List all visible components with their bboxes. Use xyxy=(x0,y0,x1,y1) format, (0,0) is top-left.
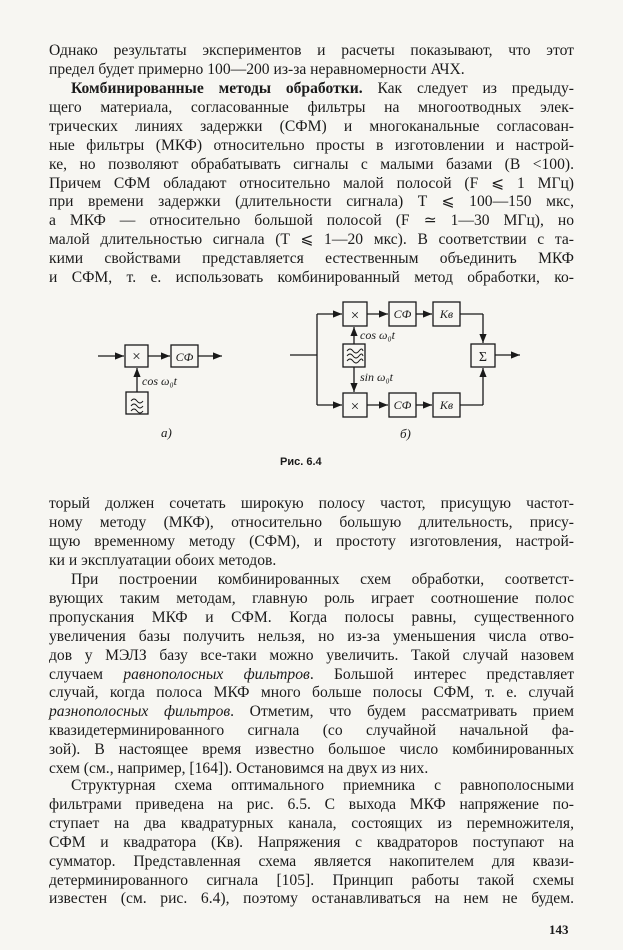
paragraph-4 xyxy=(49,571,574,779)
cos-label: cos ω₀t xyxy=(142,374,177,388)
text-line: зой). В настоящее время известно большое число комбинированных xyxy=(49,741,574,759)
sfm-label: СФ xyxy=(175,350,194,364)
sum-symbol: Σ xyxy=(478,350,488,365)
text-line: квазидетерминированного сигнала (со случайной начальной фа- xyxy=(49,722,574,740)
multiplier-symbol: × xyxy=(132,349,141,365)
text-line: трических линиях задержки (СФМ) и многоканальные согласован- xyxy=(49,117,574,135)
generator-wave-icon xyxy=(347,349,363,363)
text-line: предел будет примерно 100—200 из-за неравномерности АЧХ. xyxy=(49,60,465,78)
squarer-label: Кв xyxy=(439,398,454,412)
text-fragment: . Большой интерес представляет xyxy=(309,665,575,683)
text-line: и СФМ, т. е. использовать комбинированный метод обработки, ко- xyxy=(49,269,574,287)
text-line: вующих таким методам, главную роль играет соотношение полос xyxy=(49,589,574,607)
text-line: СФМ и квадратора (Кв). Напряжения с квадраторов поступают на xyxy=(49,833,574,851)
text-line: ному методу (МКФ), относительно большую длительность, прису- xyxy=(49,513,574,531)
text-fragment: случаем xyxy=(49,665,124,683)
text-line: щую временному методу (СФМ), и простоту изготовления, настрой- xyxy=(49,532,574,550)
cos-label: cos ω₀t xyxy=(360,328,395,342)
figure-6-4 xyxy=(0,0,623,470)
figure-label-a: а) xyxy=(161,425,172,440)
term-different-band: разнополосных фильтров xyxy=(49,703,231,721)
paragraph-3 xyxy=(49,495,574,571)
section-heading: Комбинированные методы обработки. xyxy=(71,80,363,97)
term-equal-band: равнополосных фильтров xyxy=(123,665,310,683)
sfm-label: СФ xyxy=(393,307,412,321)
text-line: Причем СФМ обладают относительно малой полосой (F ⩽ 1 МГц) xyxy=(49,174,574,192)
text-line: случай, когда полоса МКФ много больше полосы СФМ, т. е. случай xyxy=(49,684,574,702)
sfm-label: СФ xyxy=(393,398,412,412)
sin-label: sin ω₀t xyxy=(360,370,393,384)
text-line: ке, но позволяют обрабатывать сигналы с малыми базами (B <100). xyxy=(49,155,574,173)
text-line: Однако результаты экспериментов и расчеты показывают, что этот xyxy=(49,42,574,59)
generator-block xyxy=(343,344,365,367)
page-number: 143 xyxy=(549,922,569,937)
multiplier-symbol: × xyxy=(350,308,360,324)
text-line: ные фильтры (МКФ) относительно просты в изготовлении и настрой- xyxy=(49,136,574,154)
text-line: сумматор. Представленная схема является накопителем для квази- xyxy=(49,852,574,870)
text-line: Структурная схема оптимального приемника с равнополосными xyxy=(71,777,574,794)
text-line: увеличения базы получить нельзя, но из-за уменьшения числа отво- xyxy=(49,627,574,645)
figure-label-b: б) xyxy=(400,426,411,441)
text-line: малой длительностью сигнала (T ⩽ 1—20 мкс). В соответствии с та- xyxy=(49,231,574,249)
text-line: а МКФ — относительно большой полосой (F ≃ 1—30 МГц), но xyxy=(49,212,574,230)
text-line: ступает на два квадратурных канала, состоящих из перемножителя, xyxy=(49,814,574,832)
paragraph-5 xyxy=(49,777,574,909)
text-line xyxy=(49,703,574,722)
text-fragment: Как следует из предыду- xyxy=(377,80,574,97)
text-line: при времени задержки (длительности сигнала) T ⩽ 100—150 мкс, xyxy=(49,193,574,211)
multiplier-symbol: × xyxy=(350,399,360,415)
text-line: известен (см. рис. 6.4), поэтому останавливаться на нем не будем. xyxy=(49,890,574,908)
text-line: дов у МЭЛЗ базу все-таки можно увеличить. Такой случай назовем xyxy=(49,646,574,664)
text-line: При построении комбинированных схем обработки, соответст- xyxy=(71,571,574,588)
text-fragment: . Отметим, что будем рассматривать прием xyxy=(230,703,574,721)
squarer-label: Кв xyxy=(439,307,454,321)
text-line: торый должен сочетать широкую полосу частот, присущую частот- xyxy=(49,495,574,512)
figure-caption: Рис. 6.4 xyxy=(280,456,322,468)
generator-wave-icon xyxy=(131,399,143,413)
text-line: кими свойствами представляется естественным объединить МКФ xyxy=(49,250,574,268)
text-line: схем (см., например, [164]). Остановимся на двух из них. xyxy=(49,760,429,778)
text-line: ки и эксплуатации обоих методов. xyxy=(49,551,277,569)
text-line: пропускания МКФ и СФМ. Когда полосы равны, существенного xyxy=(49,608,574,626)
text-line: фильтрами приведена на рис. 6.5. С выхода МКФ напряжение по- xyxy=(49,795,574,813)
text-line: щего материала, согласованные фильтры на многоотводных элек- xyxy=(49,98,574,116)
text-line xyxy=(49,666,574,685)
text-line: детерминированного сигнала [105]. Принцип работы такой схемы xyxy=(49,871,574,889)
